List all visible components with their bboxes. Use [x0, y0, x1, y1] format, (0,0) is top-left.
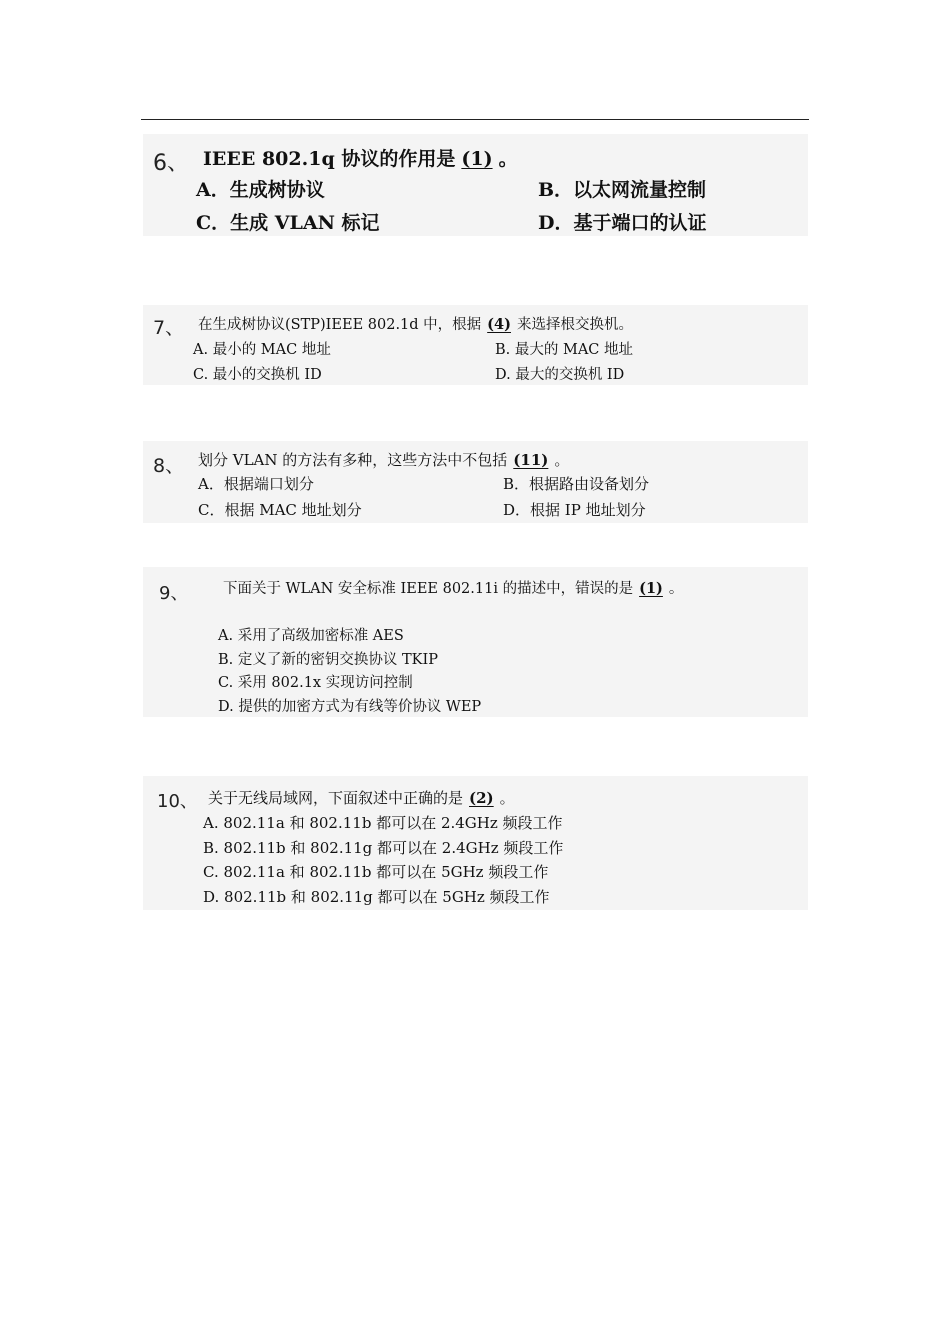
option-a: A. 采用了高级加密标准 AES — [218, 628, 404, 644]
question-10 — [143, 776, 808, 910]
option-c: C. 802.11a 和 802.11b 都可以在 5GHz 频段工作 — [203, 863, 549, 881]
option-c: C. 最小的交换机 ID — [193, 367, 322, 383]
option-b: B. 802.11b 和 802.11g 都可以在 2.4GHz 频段工作 — [203, 839, 564, 857]
question-number: 6、 — [153, 151, 189, 176]
question-stem: 在生成树协议(STP)IEEE 802.1d 中，根据 (4) 来选择根交换机。 — [198, 316, 633, 333]
answer-blank: (11) — [513, 451, 549, 469]
option-d: D. 最大的交换机 ID — [495, 367, 625, 383]
question-number: 8、 — [153, 455, 185, 477]
option-b: B. 定义了新的密钥交换协议 TKIP — [218, 652, 438, 668]
answer-blank: (2) — [469, 789, 494, 807]
question-number: 7、 — [153, 317, 185, 339]
option-c: C．根据 MAC 地址划分 — [198, 501, 362, 519]
question-7 — [143, 305, 808, 385]
option-a: A．生成树协议 — [196, 179, 325, 201]
question-number: 9、 — [159, 583, 189, 604]
option-c: C. 采用 802.1x 实现访问控制 — [218, 675, 413, 691]
option-b: B. 最大的 MAC 地址 — [495, 342, 634, 358]
answer-blank: (1) — [461, 148, 493, 170]
question-number: 10、 — [157, 791, 198, 812]
option-c: C．生成 VLAN 标记 — [196, 212, 380, 234]
question-6 — [143, 134, 808, 236]
question-stem: 下面关于 WLAN 安全标准 IEEE 802.11i 的描述中，错误的是 (1) 。 — [223, 580, 684, 597]
question-8 — [143, 441, 808, 523]
question-stem: 关于无线局域网，下面叙述中正确的是 (2) 。 — [208, 789, 515, 807]
option-b: B．以太网流量控制 — [538, 179, 707, 201]
option-d: D．根据 IP 地址划分 — [503, 501, 646, 519]
question-stem: IEEE 802.1q 协议的作用是 (1) 。 — [203, 148, 518, 170]
option-b: B．根据路由设备划分 — [503, 475, 650, 493]
answer-blank: (4) — [487, 316, 511, 333]
option-a: A．根据端口划分 — [198, 475, 314, 493]
option-a: A. 最小的 MAC 地址 — [193, 342, 331, 358]
option-a: A. 802.11a 和 802.11b 都可以在 2.4GHz 频段工作 — [203, 814, 563, 832]
option-d: D. 提供的加密方式为有线等价协议 WEP — [218, 699, 482, 715]
option-d: D. 802.11b 和 802.11g 都可以在 5GHz 频段工作 — [203, 888, 550, 906]
option-d: D．基于端口的认证 — [538, 212, 707, 234]
question-9 — [143, 567, 808, 717]
question-stem: 划分 VLAN 的方法有多种，这些方法中不包括 (11) 。 — [198, 451, 570, 469]
header-rule — [141, 119, 809, 120]
answer-blank: (1) — [639, 580, 663, 597]
